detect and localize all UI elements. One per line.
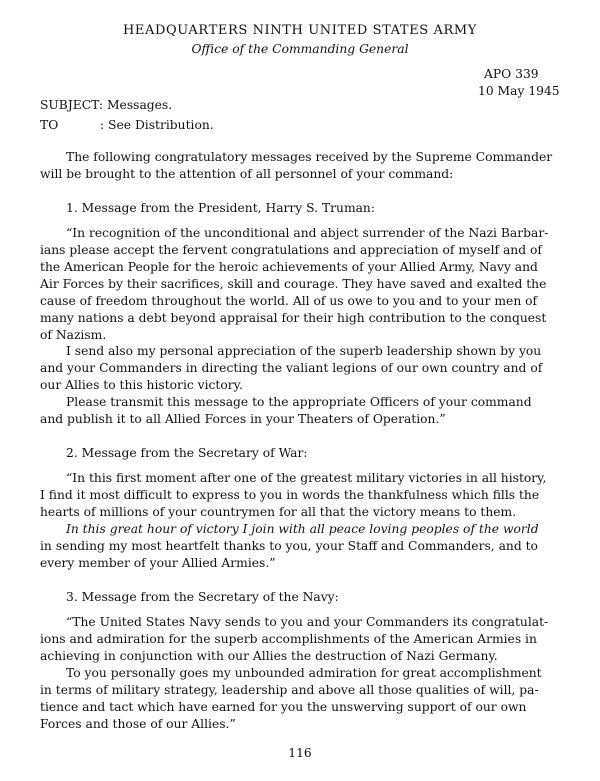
to-label: TO	[40, 118, 59, 132]
paragraph-line: I find it most difficult to express to you in words the thankfulness which fills the	[40, 488, 540, 502]
paragraph-line: Please transmit this message to the appropriate Officers of your command	[66, 395, 532, 409]
paragraph-line: hearts of millions of your countrymen for all that the victory means to them.	[40, 505, 517, 519]
paragraph-line: “The United States Navy sends to you and your Commanders its congratulat-	[66, 615, 549, 629]
paragraph-line: in sending my most heartfelt thanks to you, your Staff and Commanders, and to	[40, 539, 538, 553]
section-heading: 2. Message from the Secretary of War:	[66, 446, 308, 460]
paragraph-line: cause of freedom throughout the world. All of us owe to you and to your men of	[40, 294, 538, 308]
letter-date: 10 May 1945	[478, 84, 560, 98]
paragraph-line: Air Forces by their sacrifices, skill and courage. They have saved and exalted the	[40, 277, 547, 291]
paragraph-line: achieving in conjunction with our Allies the destruction of Nazi Germany.	[40, 649, 498, 663]
paragraph-line: In this great hour of victory I join with all peace loving peoples of the world	[66, 522, 539, 536]
paragraph-line: of Nazism.	[40, 328, 107, 342]
paragraph-line: our Allies to this historic victory.	[40, 378, 243, 392]
paragraph-line: every member of your Allied Armies.”	[40, 556, 276, 570]
to-value: : See Distribution.	[100, 118, 214, 132]
paragraph-line: I send also my personal appreciation of the superb leadership shown by you	[66, 344, 542, 358]
paragraph-line: many nations a debt beyond appraisal for their high contribution to the conquest	[40, 311, 547, 325]
paragraph-line: Forces and those of our Allies.”	[40, 717, 236, 731]
header-title: HEADQUARTERS NINTH UNITED STATES ARMY	[122, 23, 477, 38]
page-number: 116	[288, 746, 312, 760]
paragraph-line: To you personally goes my unbounded admiration for great accomplishment	[66, 666, 542, 680]
paragraph-line: “In this first moment after one of the greatest military victories in all history,	[66, 471, 547, 485]
subject-line: SUBJECT: Messages.	[40, 98, 173, 112]
intro-line: will be brought to the attention of all personnel of your command:	[40, 167, 454, 181]
section-heading: 3. Message from the Secretary of the Navy:	[66, 590, 339, 604]
paragraph-line: “In recognition of the unconditional and abject surrender of the Nazi Barbar-	[66, 226, 549, 240]
paragraph-line: the American People for the heroic achievements of your Allied Army, Navy and	[40, 260, 538, 274]
paragraph-line: in terms of military strategy, leadership and above all those qualities of will, pa-	[40, 683, 539, 697]
paragraph-line: ions and admiration for the superb accomplishments of the American Armies in	[40, 632, 537, 646]
paragraph-line: tience and tact which have earned for you the unswerving support of our own	[40, 700, 527, 714]
intro-line: The following congratulatory messages received by the Supreme Commander	[66, 150, 553, 164]
header-subtitle: Office of the Commanding General	[191, 42, 409, 56]
paragraph-line: ians please accept the fervent congratulations and appreciation of myself and of	[40, 243, 542, 257]
apo-number: APO 339	[484, 67, 539, 81]
section-heading: 1. Message from the President, Harry S. Truman:	[66, 201, 375, 215]
paragraph-line: and your Commanders in directing the valiant legions of our own country and of	[40, 361, 543, 375]
paragraph-line: and publish it to all Allied Forces in your Theaters of Operation.”	[40, 412, 446, 426]
